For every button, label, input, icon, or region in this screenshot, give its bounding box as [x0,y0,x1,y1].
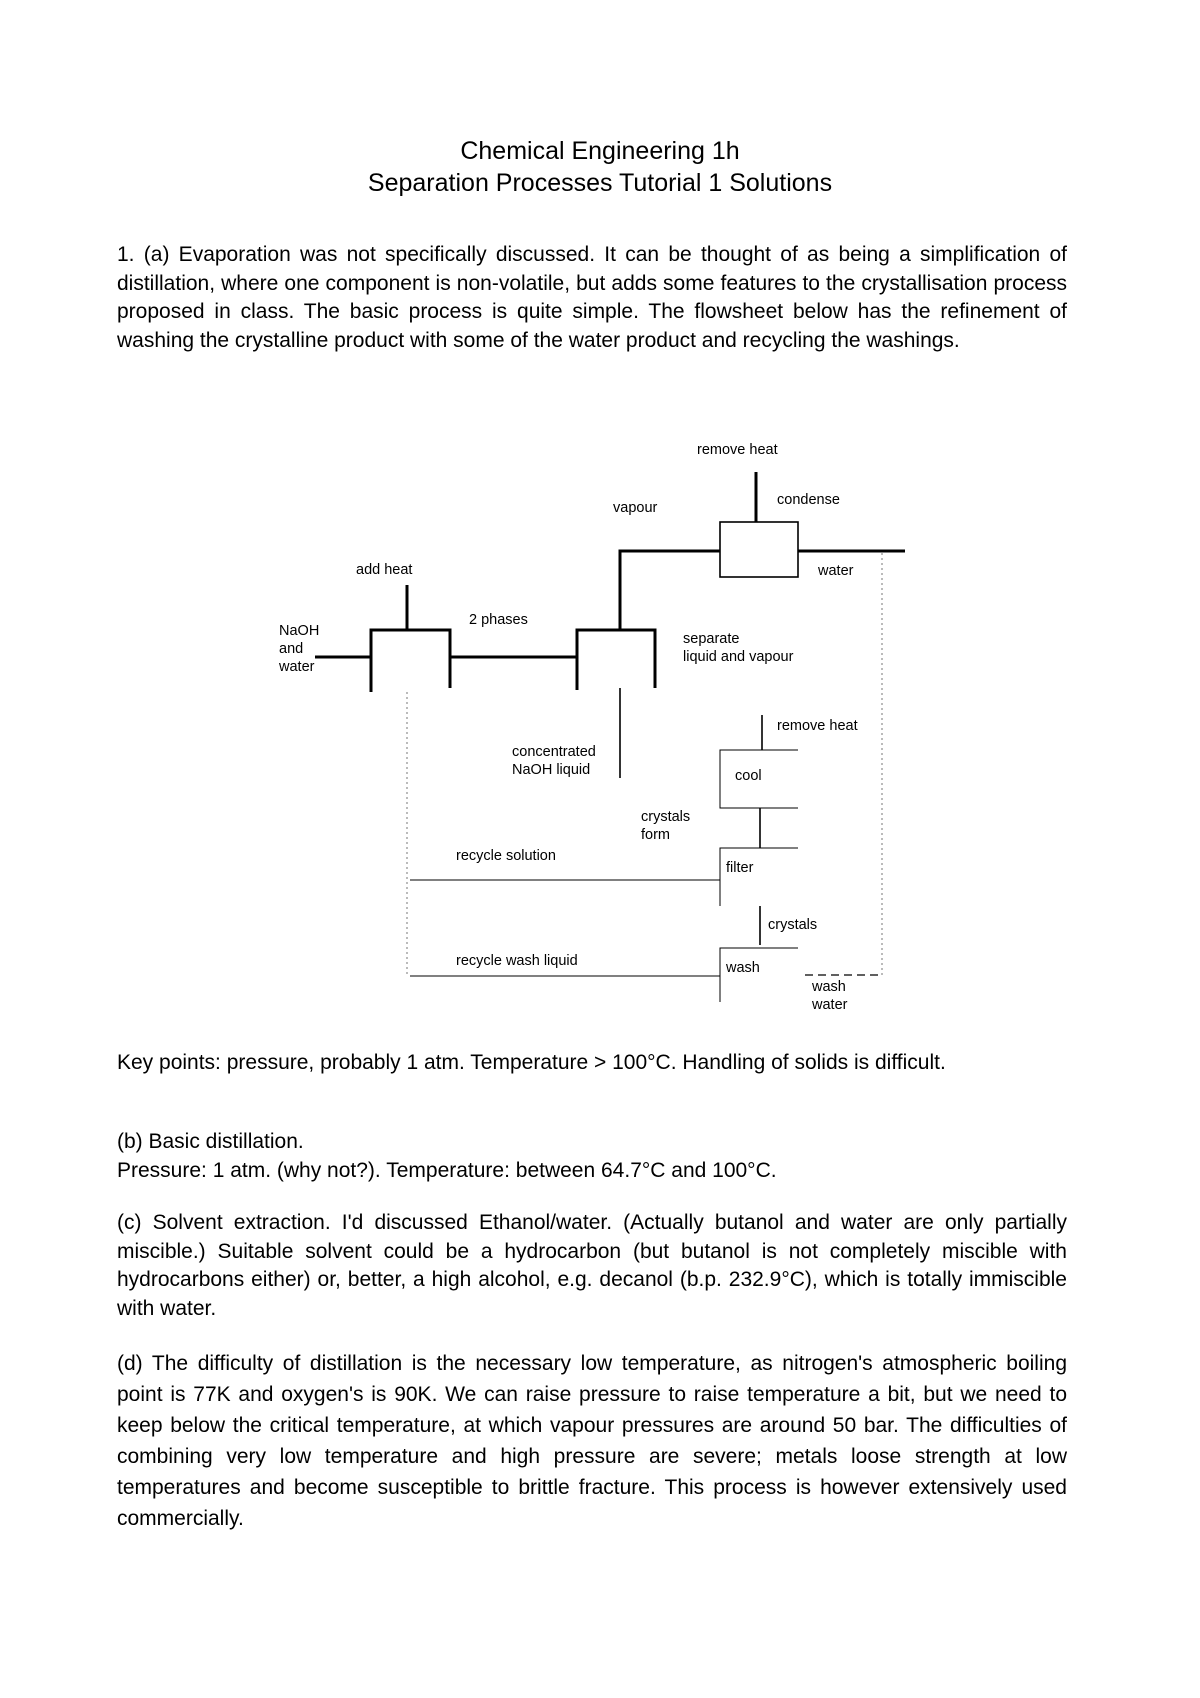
key-points-text: Key points: pressure, probably 1 atm. Temperature > 100°C. Handling of solids is difficult. [117,1051,946,1074]
vapour-line [620,551,720,630]
label-two-phases: 2 phases [469,612,528,628]
document-subtitle: Separation Processes Tutorial 1 Solutions [367,169,833,197]
label-remove-heat-top: remove heat [697,442,778,458]
separator-unit [577,630,655,690]
label-condense: condense [777,492,840,508]
label-recycle-solution: recycle solution [456,848,556,864]
label-concentrated-2: NaOH liquid [512,762,591,778]
heater-unit [371,630,450,692]
document-title: Chemical Engineering 1h [460,137,740,165]
label-wash: wash [726,960,760,976]
label-recycle-wash-liquid: recycle wash liquid [456,953,578,969]
question-1c-text: (c) Solvent extraction. I'd discussed Ethanol/water. (Actually butanol and water are only partially miscible.) Suitable solvent could be a hydrocarbon (but butanol is not completely miscible with hydrocarbons either) or, better, a high alcohol, e.g. decanol (b.p. 232.9°C), which is totally immiscible with water. [117,1211,1067,1320]
label-separate-1: separate [683,631,740,647]
condenser-unit [720,522,798,577]
label-feed-3: water [279,659,315,675]
label-add-heat: add heat [356,562,413,578]
label-separate-2: liquid and vapour [683,649,794,665]
label-wash-water-1: wash [812,979,846,995]
question-1a-text: 1. (a) Evaporation was not specifically discussed. It can be thought of as being a simplification of distillation, where one component is non-volatile, but adds some features to the crystallisation process proposed in class. The basic process is quite simple. The flowsheet below has the refinement of washing the crystalline product with some of the water product and recycling the washings. [117,243,1067,352]
label-crystals-form-2: form [641,827,670,843]
label-water: water [818,563,854,579]
label-wash-water-2: water [812,997,848,1013]
label-crystals: crystals [768,917,818,933]
label-filter: filter [726,860,754,876]
question-1b-text: Pressure: 1 atm. (why not?). Temperature: between 64.7°C and 100°C. [117,1159,777,1182]
label-concentrated-1: concentrated [512,744,596,760]
question-1d-text: (d) The difficulty of distillation is the necessary low temperature, as nitrogen's atmospheric boiling point is 77K and oxygen's is 90K. We can raise pressure to raise temperature a bit, but we need to keep below the critical temperature, at which vapour pressures are around 50 bar. The difficulties of combining very low temperature and high pressure are severe; metals loose strength at low temperatures and become susceptible to brittle fracture. This process is however extensively used commercially. [117,1352,1067,1530]
question-1b-heading: (b) Basic distillation. [117,1130,304,1153]
label-feed-2: and [279,641,304,657]
filter-unit [720,848,798,906]
label-feed-1: NaOH [279,623,320,639]
label-cool: cool [735,768,762,784]
label-crystals-form-1: crystals [641,809,691,825]
label-vapour: vapour [613,500,658,516]
label-remove-heat-cool: remove heat [777,718,858,734]
